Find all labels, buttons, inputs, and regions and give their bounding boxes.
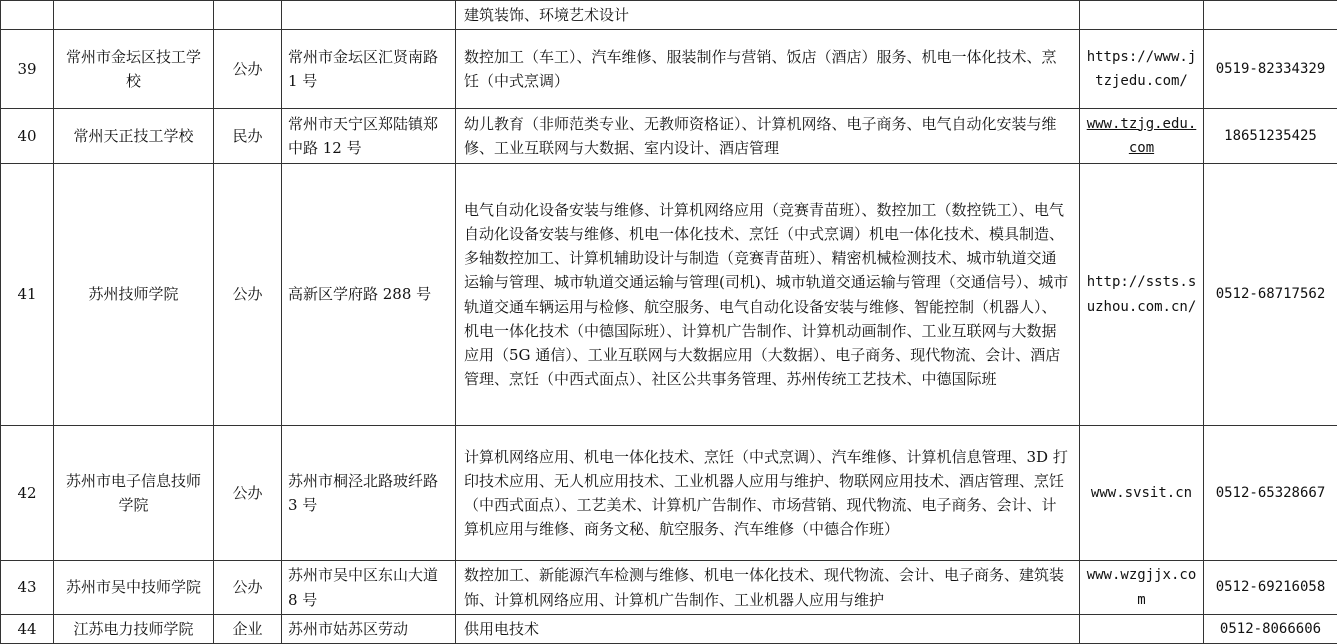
cell-address: 常州市天宁区郑陆镇郑中路 12 号 bbox=[282, 109, 456, 164]
table-row bbox=[1, 30, 1337, 109]
cell-majors: 电气自动化设备安装与维修、计算机网络应用（竞赛青苗班）、数控加工（数控铣工）、电气自动化设备安装与维修、机电一体化技术、烹饪（中式烹调）机电一体化技术、模具制造、多轴数控加工、计算机辅助设计与制造（竞赛青苗班）、精密机械检测技术、城市轨道交通运输与管理、城市轨道交通运输与管理(司机)、城市轨道交通运输与管理（交通信号）、城市轨道交通车辆运用与检修、航空服务、电气自动化设备安装与维修、智能控制（机器人）、机电一体化技术（中德国际班）、计算机广告制作、计算机动画制作、工业互联网与大数据应用（5G 通信）、工业互联网与大数据应用（大数据）、电子商务、现代物流、会计、酒店管理、烹饪（中西式面点）、社区公共事务管理、苏州传统工艺技术、中德国际班 bbox=[456, 164, 1080, 426]
cell-type: 公办 bbox=[214, 164, 282, 426]
cell-phone bbox=[1204, 1, 1337, 30]
cell-no: 43 bbox=[1, 561, 54, 615]
cell-majors: 计算机网络应用、机电一体化技术、烹饪（中式烹调）、汽车维修、计算机信息管理、3D 打印技术应用、无人机应用技术、工业机器人应用与维护、物联网应用技术、酒店管理、烹饪（中西式面点）、工艺美术、计算机广告制作、市场营销、现代物流、电子商务、会计、计算机应用与维修、商务文秘、航空服务、汽车维修（中德合作班） bbox=[456, 426, 1080, 561]
cell-address bbox=[282, 1, 456, 30]
cell-phone: 0512-65328667 bbox=[1204, 426, 1337, 561]
cell-majors: 幼儿教育（非师范类专业、无教师资格证）、计算机网络、电子商务、电气自动化安装与维修、工业互联网与大数据、室内设计、酒店管理 bbox=[456, 109, 1080, 164]
cell-website-container bbox=[1080, 109, 1204, 164]
cell-website[interactable]: www.wzgjjx.com bbox=[1080, 561, 1204, 615]
cell-phone: 18651235425 bbox=[1204, 109, 1337, 164]
cell-majors: 供用电技术 bbox=[456, 615, 1080, 644]
cell-address: 苏州市桐泾北路玻纤路 3 号 bbox=[282, 426, 456, 561]
cell-no: 41 bbox=[1, 164, 54, 426]
cell-type: 民办 bbox=[214, 109, 282, 164]
cell-type: 公办 bbox=[214, 30, 282, 109]
cell-phone: 0519-82334329 bbox=[1204, 30, 1337, 109]
cell-phone: 0512-8066606 bbox=[1204, 615, 1337, 644]
cell-school-name: 常州市金坛区技工学校 bbox=[54, 30, 214, 109]
cell-no: 44 bbox=[1, 615, 54, 644]
cell-address: 苏州市吴中区东山大道 8 号 bbox=[282, 561, 456, 615]
cell-type: 公办 bbox=[214, 561, 282, 615]
cell-phone: 0512-69216058 bbox=[1204, 561, 1337, 615]
table-row bbox=[1, 615, 1337, 644]
website-link[interactable]: www.tzjg.edu.com bbox=[1087, 116, 1197, 156]
cell-website[interactable]: www.svsit.cn bbox=[1080, 426, 1204, 561]
cell-no: 39 bbox=[1, 30, 54, 109]
cell-website[interactable]: https://www.jtzjedu.com/ bbox=[1080, 30, 1204, 109]
cell-phone: 0512-68717562 bbox=[1204, 164, 1337, 426]
cell-address: 常州市金坛区汇贤南路 1 号 bbox=[282, 30, 456, 109]
cell-school-name: 苏州市吴中技师学院 bbox=[54, 561, 214, 615]
table-row bbox=[1, 1, 1337, 30]
cell-no bbox=[1, 1, 54, 30]
cell-website bbox=[1080, 1, 1204, 30]
cell-type bbox=[214, 1, 282, 30]
cell-no: 40 bbox=[1, 109, 54, 164]
table-row bbox=[1, 426, 1337, 561]
cell-website bbox=[1080, 615, 1204, 644]
cell-address: 苏州市姑苏区劳动 bbox=[282, 615, 456, 644]
cell-website[interactable]: http://ssts.suzhou.com.cn/ bbox=[1080, 164, 1204, 426]
cell-school-name: 苏州技师学院 bbox=[54, 164, 214, 426]
cell-address: 高新区学府路 288 号 bbox=[282, 164, 456, 426]
table-row bbox=[1, 109, 1337, 164]
cell-school-name: 江苏电力技师学院 bbox=[54, 615, 214, 644]
cell-type: 公办 bbox=[214, 426, 282, 561]
cell-type: 企业 bbox=[214, 615, 282, 644]
cell-school-name: 常州天正技工学校 bbox=[54, 109, 214, 164]
table-row bbox=[1, 561, 1337, 615]
cell-majors: 数控加工（车工）、汽车维修、服装制作与营销、饭店（酒店）服务、机电一体化技术、烹饪（中式烹调） bbox=[456, 30, 1080, 109]
cell-school-name bbox=[54, 1, 214, 30]
cell-majors: 数控加工、新能源汽车检测与维修、机电一体化技术、现代物流、会计、电子商务、建筑装饰、计算机网络应用、计算机广告制作、工业机器人应用与维护 bbox=[456, 561, 1080, 615]
table-row bbox=[1, 164, 1337, 426]
cell-no: 42 bbox=[1, 426, 54, 561]
cell-majors: 建筑装饰、环境艺术设计 bbox=[456, 1, 1080, 30]
cell-school-name: 苏州市电子信息技师学院 bbox=[54, 426, 214, 561]
